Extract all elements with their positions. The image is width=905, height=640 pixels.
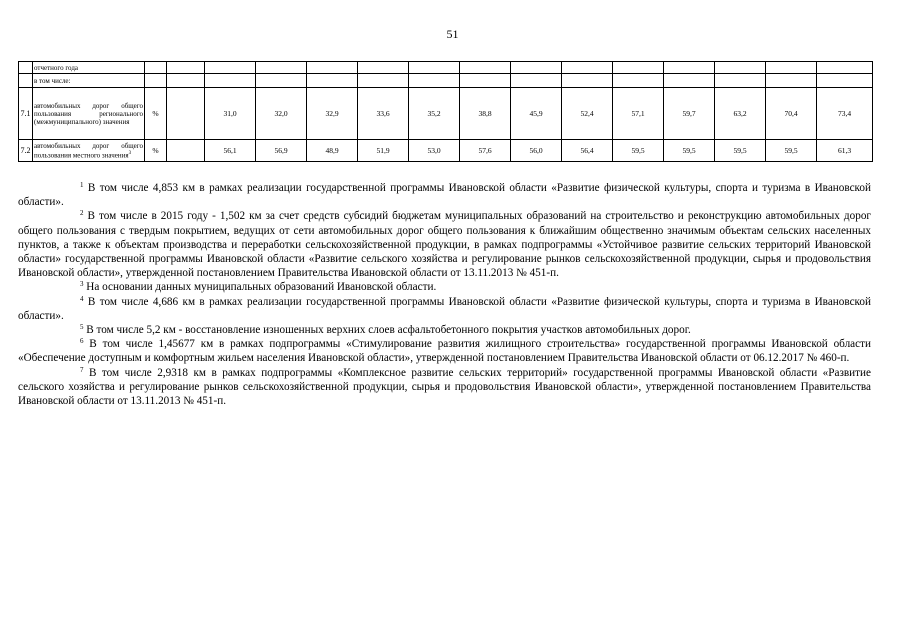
table-cell: 48,9: [307, 140, 358, 162]
footnote-mark: 1: [80, 181, 84, 189]
table-cell: 53,0: [409, 140, 460, 162]
row-unit: %: [145, 88, 167, 140]
table-cell: [256, 62, 307, 74]
table-cell: [613, 62, 664, 74]
row-unit: %: [145, 140, 167, 162]
table-cell: 52,4: [562, 88, 613, 140]
table-cell: [664, 62, 715, 74]
table-cell: 35,2: [409, 88, 460, 140]
footnote-text: На основании данных муниципальных образований Ивановской области.: [83, 281, 437, 294]
table-cell: [766, 62, 817, 74]
footnote: [18, 209, 871, 280]
table-cell: 45,9: [511, 88, 562, 140]
table-cell: [307, 74, 358, 88]
table-cell: [256, 74, 307, 88]
table-cell: 59,5: [715, 140, 766, 162]
table-cell: 59,5: [664, 140, 715, 162]
table-cell: 59,7: [664, 88, 715, 140]
row-number: 7.1: [19, 88, 33, 140]
row-number: [19, 74, 33, 88]
footnote-text: В том числе 5,2 км - восстановление изношенных верхних слоев асфальтобетонного покрытия участков автомобильных дорог.: [83, 324, 691, 337]
footnote: [18, 295, 871, 323]
table-cell: [460, 74, 511, 88]
footnote: [18, 181, 871, 209]
table-cell: [307, 62, 358, 74]
row-unit: [145, 62, 167, 74]
footnote: [18, 323, 871, 337]
table-cell: 59,5: [766, 140, 817, 162]
table-cell: 56,4: [562, 140, 613, 162]
table-row: [19, 88, 873, 140]
footnote-text: В том числе 2,9318 км в рамках подпрограммы «Комплексное развитие сельских территорий» государственной программы Ивановской области «Развитие сельского хозяйства и регулирование рынков сельскохозяйственной продукции, сырья и продовольствия Ивановской области», утвержденной постановлением Правительства Ивановской области от 13.11.2013 № 451-п.: [18, 366, 871, 408]
row-name: отчетного года: [33, 62, 145, 74]
table-cell: 33,6: [358, 88, 409, 140]
table-cell: [167, 74, 205, 88]
table-cell: 56,1: [205, 140, 256, 162]
page-number: 51: [446, 27, 459, 41]
row-number: [19, 62, 33, 74]
table-cell: 31,0: [205, 88, 256, 140]
table-cell: [664, 74, 715, 88]
footnote: [18, 366, 871, 409]
footnote-text: В том числе 4,853 км в рамках реализации государственной программы Ивановской области «Развитие физической культуры, спорта и туризма в Ивановской области».: [18, 182, 871, 209]
row-name: в том числе:: [33, 74, 145, 88]
table-cell: 63,2: [715, 88, 766, 140]
table-cell: [167, 88, 205, 140]
row-unit: [145, 74, 167, 88]
table-cell: 70,4: [766, 88, 817, 140]
indicators-table: [18, 61, 873, 162]
table-cell: [715, 74, 766, 88]
table-cell: [409, 62, 460, 74]
table-cell: [460, 62, 511, 74]
table-row: [19, 62, 873, 74]
table-cell: [511, 62, 562, 74]
table-cell: [817, 74, 873, 88]
table-cell: [715, 62, 766, 74]
footnote-mark: 3: [128, 150, 132, 156]
table-cell: 56,0: [511, 140, 562, 162]
table-cell: 61,3: [817, 140, 873, 162]
footnote-mark: 6: [80, 337, 84, 346]
table-cell: [205, 74, 256, 88]
footnote: [18, 337, 871, 365]
footnote-mark: 2: [80, 209, 84, 218]
table-cell: 38,8: [460, 88, 511, 140]
row-number: 7.2: [19, 140, 33, 162]
row-name: автомобильных дорог общего пользования местного значения$^3$: [33, 140, 145, 162]
footnote: [18, 280, 871, 294]
table-cell: [613, 74, 664, 88]
table-cell: [409, 74, 460, 88]
table-cell: [511, 74, 562, 88]
table-row: [19, 74, 873, 88]
table-cell: [167, 140, 205, 162]
footnote-text: В том числе 1,45677 км в рамках подпрограммы «Стимулирование развития жилищного строительства» государственной программы Ивановской области «Обеспечение доступным и комфортным жильем населения Ивановской области», утвержденной постановлением Правительства Ивановской области от 06.12.2017 № 460-п.: [18, 338, 871, 365]
row-name: автомобильных дорог общего пользования регионального (межмуниципального) значения: [33, 88, 145, 140]
table-cell: 32,9: [307, 88, 358, 140]
table-cell: [358, 62, 409, 74]
footnote-mark: 3: [80, 280, 84, 289]
footnote-mark: 7: [80, 365, 84, 374]
table-cell: [205, 62, 256, 74]
table-cell: [358, 74, 409, 88]
footnotes: [18, 181, 871, 408]
table-cell: [817, 62, 873, 74]
table-row: [19, 140, 873, 162]
table-cell: [167, 62, 205, 74]
table-cell: 57,6: [460, 140, 511, 162]
table-cell: [766, 74, 817, 88]
footnote-mark: 5: [80, 323, 84, 332]
table-cell: [562, 74, 613, 88]
table-cell: 73,4: [817, 88, 873, 140]
footnote-text: В том числе 4,686 км в рамках реализации государственной программы Ивановской области «Развитие физической культуры, спорта и туризма в Ивановской области».: [18, 295, 871, 322]
footnote-mark: 4: [80, 294, 84, 303]
table-cell: [562, 62, 613, 74]
table-cell: 32,0: [256, 88, 307, 140]
table-cell: 57,1: [613, 88, 664, 140]
footnote-text: В том числе в 2015 году - 1,502 км за счет средств субсидий бюджетам муниципальных образований на строительство и реконструкцию автомобильных дорог общего пользования с твердым покрытием, ведущих от сети автомобильных дорог общего пользования к ближайшим общественно значимым объектам сельских населенных пунктов, а также к объектам производства и переработки сельскохозяйственной продукции, в рамках подпрограммы «Устойчивое развитие сельских территорий Ивановской области» государственной программы Ивановской области «Развитие сельского хозяйства и регулирование рынков сельскохозяйственной продукции, сырья и продовольствия Ивановской области», утвержденной постановлением Правительства Ивановской области от 13.11.2013 № 451-п.: [18, 210, 871, 280]
table-cell: 59,5: [613, 140, 664, 162]
table-cell: 51,9: [358, 140, 409, 162]
table-cell: 56,9: [256, 140, 307, 162]
